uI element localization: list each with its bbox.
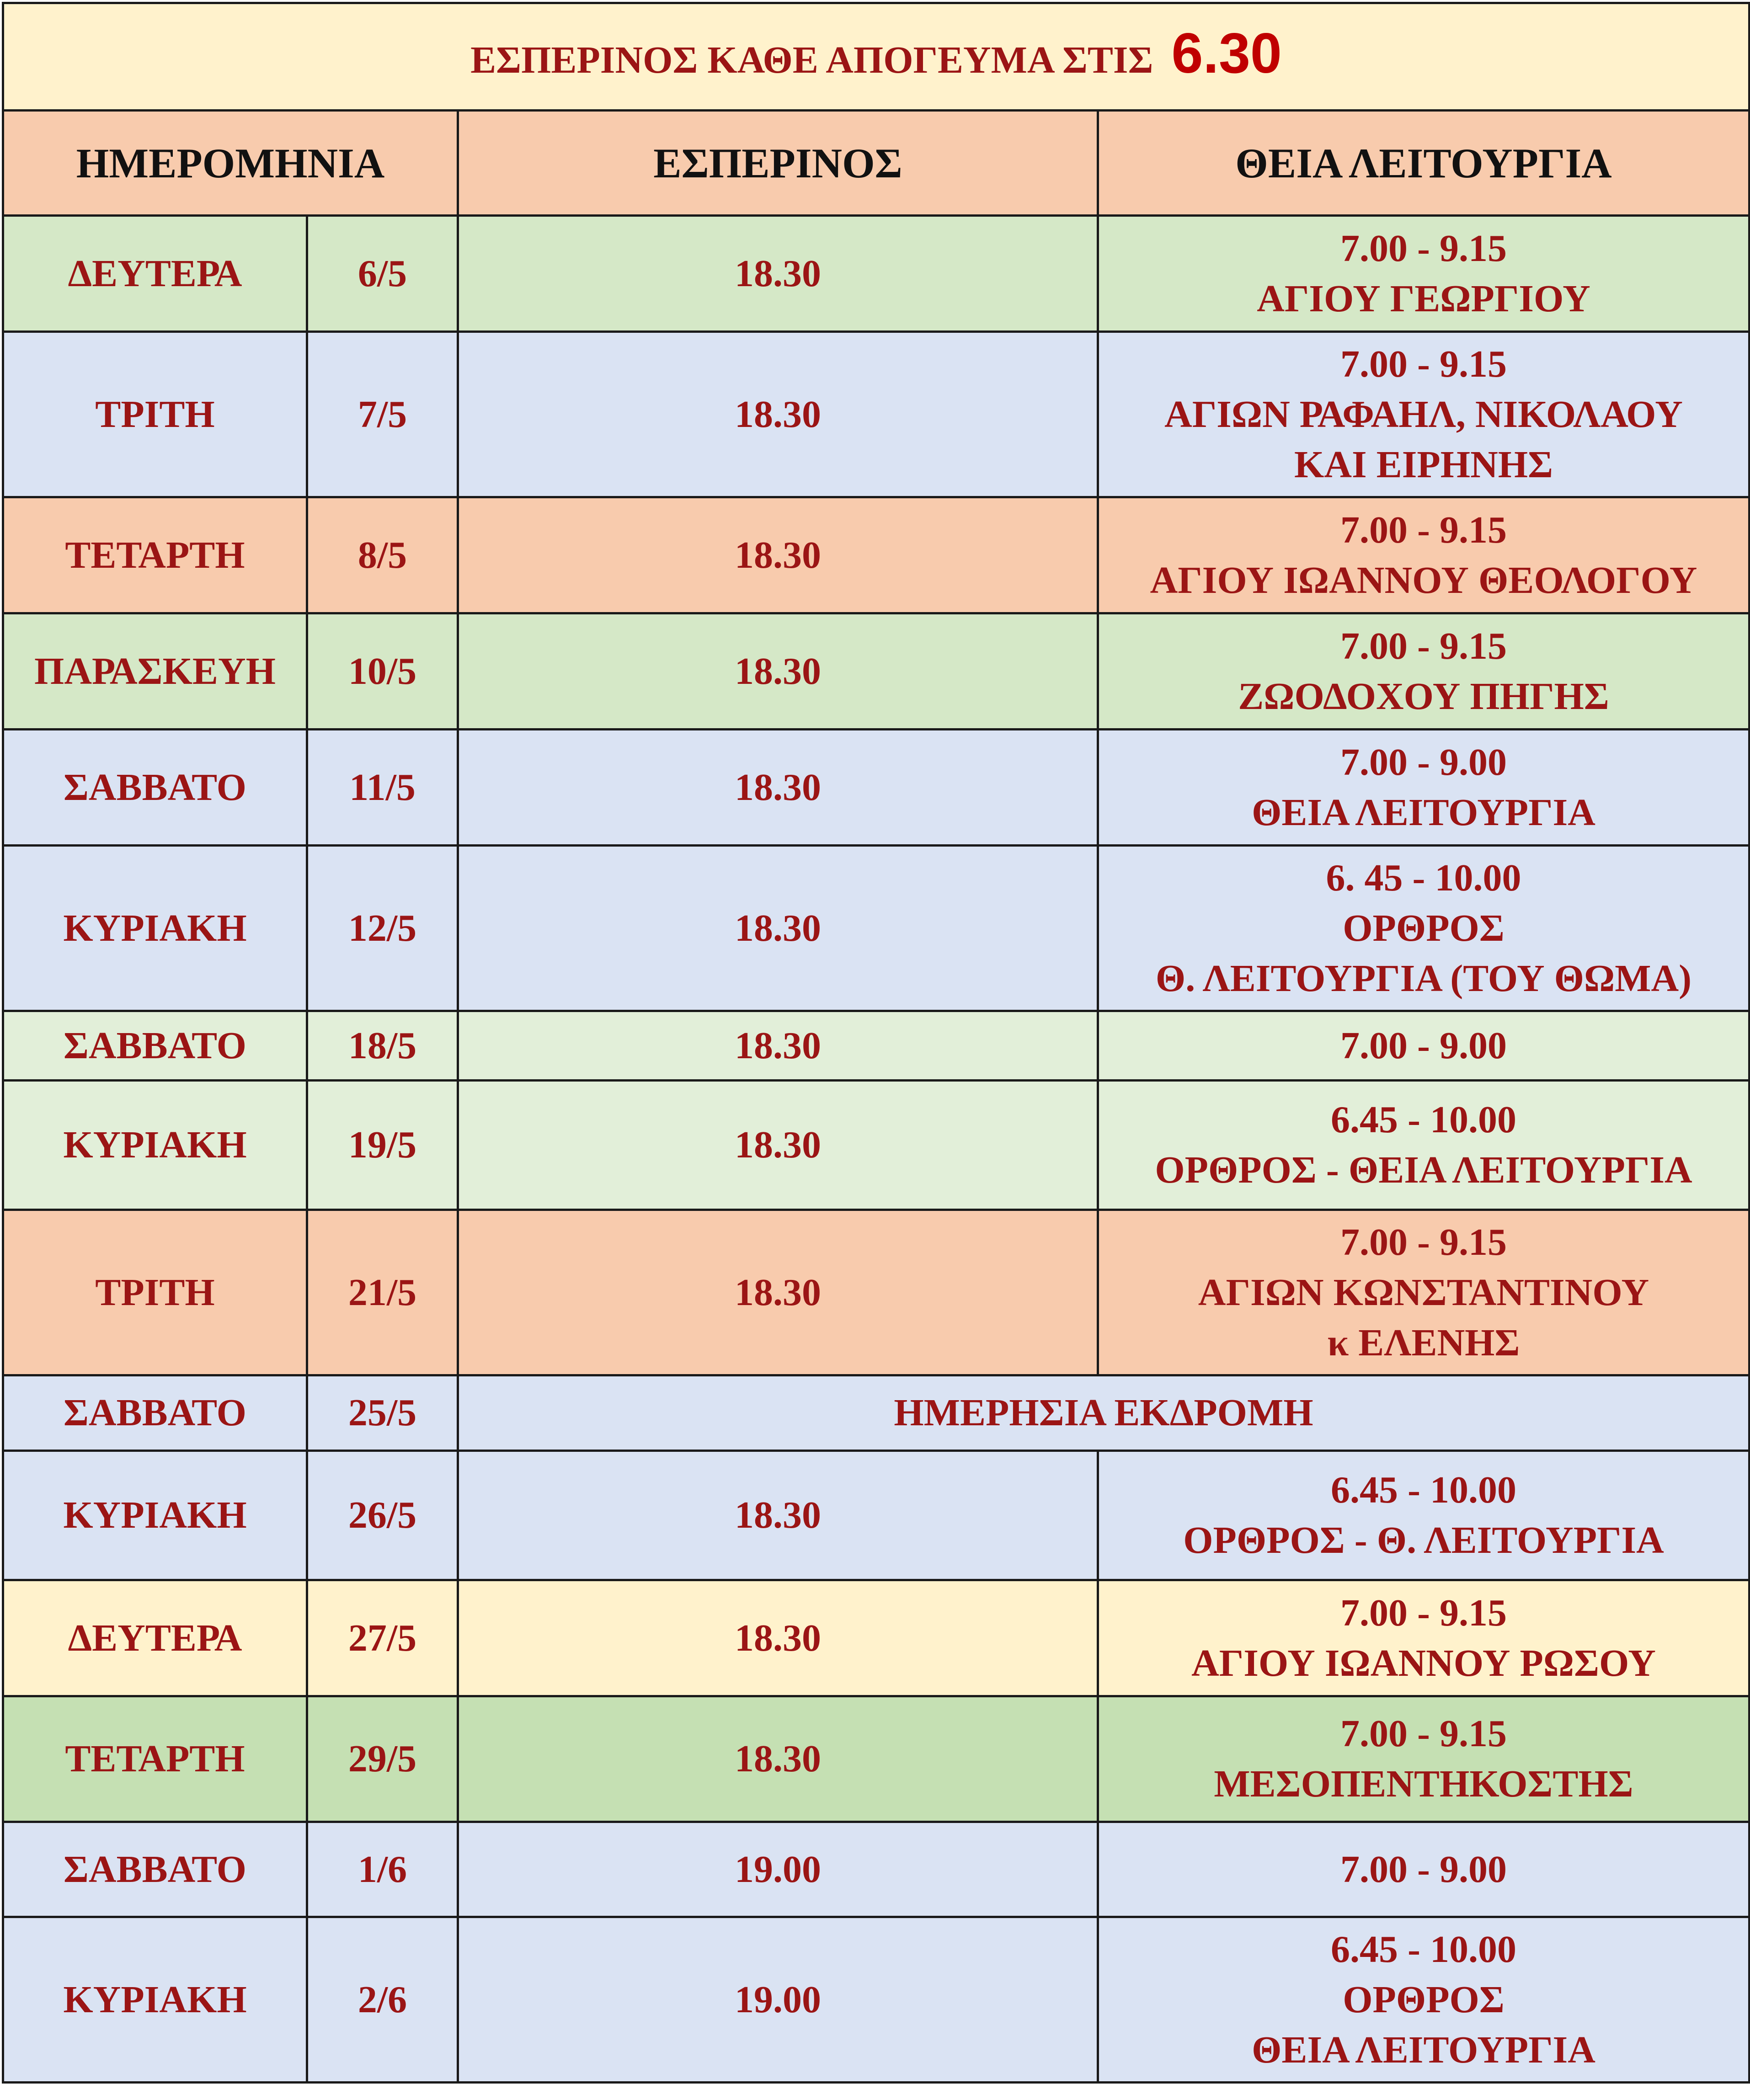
table-row xyxy=(3,730,1750,846)
liturgy-line: 7.00 - 9.00 xyxy=(1340,741,1507,784)
table-row xyxy=(3,613,1750,730)
liturgy-line: ΑΓΙΟΥ ΓΕΩΡΓΙΟΥ xyxy=(1257,277,1590,320)
vespers-cell: 18.30 xyxy=(458,1210,1098,1375)
liturgy-line: κ ΕΛΕΝΗΣ xyxy=(1327,1321,1520,1364)
day-cell: ΚΥΡΙΑΚΗ xyxy=(3,1081,307,1210)
liturgy-line: ΑΓΙΟΥ ΙΩΑΝΝΟΥ ΘΕΟΛΟΓΟΥ xyxy=(1150,559,1697,602)
vespers-cell: 18.30 xyxy=(458,846,1098,1011)
day-cell: ΣΑΒΒΑΤΟ xyxy=(3,1011,307,1081)
table-row xyxy=(3,332,1750,497)
liturgy-line: ΘΕΙΑ ΛΕΙΤΟΥΡΓΙΑ xyxy=(1252,791,1595,834)
day-cell: ΣΑΒΒΑΤΟ xyxy=(3,1822,307,1917)
liturgy-line: ΚΑΙ ΕΙΡΗΝΗΣ xyxy=(1294,443,1553,486)
date-cell: 6/5 xyxy=(307,216,458,332)
vespers-cell: 18.30 xyxy=(458,497,1098,613)
liturgy-cell xyxy=(1098,1580,1750,1696)
date-cell: 18/5 xyxy=(307,1011,458,1081)
liturgy-line: 6.45 - 10.00 xyxy=(1331,1098,1516,1141)
table-row xyxy=(3,1081,1750,1210)
day-cell: ΚΥΡΙΑΚΗ xyxy=(3,846,307,1011)
vespers-cell: 18.30 xyxy=(458,1081,1098,1210)
liturgy-line: ΑΓΙΩΝ ΚΩΝΣΤΑΝΤΙΝΟΥ xyxy=(1198,1271,1649,1314)
date-cell: 29/5 xyxy=(307,1696,458,1822)
table-row xyxy=(3,216,1750,332)
date-cell: 27/5 xyxy=(307,1580,458,1696)
liturgy-line: 7.00 - 9.00 xyxy=(1340,1848,1507,1891)
liturgy-line: 7.00 - 9.15 xyxy=(1340,1591,1507,1634)
event-cell: ΗΜΕΡΗΣΙΑ ΕΚΔΡΟΜΗ xyxy=(458,1375,1750,1451)
liturgy-line: ΑΓΙΩΝ ΡΑΦΑΗΛ, ΝΙΚΟΛΑΟΥ xyxy=(1164,393,1683,436)
date-cell: 21/5 xyxy=(307,1210,458,1375)
liturgy-cell xyxy=(1098,216,1750,332)
liturgy-cell xyxy=(1098,1696,1750,1822)
title-time: 6.30 xyxy=(1171,21,1282,85)
vespers-cell: 19.00 xyxy=(458,1822,1098,1917)
day-cell: ΔΕΥΤΕΡΑ xyxy=(3,1580,307,1696)
liturgy-cell xyxy=(1098,1822,1750,1917)
liturgy-line: ΟΡΘΡΟΣ xyxy=(1343,1978,1505,2021)
liturgy-line: ΟΡΘΡΟΣ - Θ. ΛΕΙΤΟΥΡΓΙΑ xyxy=(1183,1519,1664,1562)
vespers-cell: 18.30 xyxy=(458,332,1098,497)
date-cell: 26/5 xyxy=(307,1451,458,1580)
title-text: ΕΣΠΕΡΙΝΟΣ ΚΑΘΕ ΑΠΟΓΕΥΜΑ ΣΤΙΣ xyxy=(470,38,1153,81)
liturgy-line: ΖΩΟΔΟΧΟΥ ΠΗΓΗΣ xyxy=(1238,675,1609,718)
liturgy-line: 6. 45 - 10.00 xyxy=(1326,856,1521,899)
liturgy-cell xyxy=(1098,730,1750,846)
liturgy-line: Θ. ΛΕΙΤΟΥΡΓΙΑ (ΤΟΥ ΘΩΜΑ) xyxy=(1155,957,1692,1000)
header-row xyxy=(3,111,1750,216)
liturgy-line: ΑΓΙΟΥ ΙΩΑΝΝΟΥ ΡΩΣΟΥ xyxy=(1191,1642,1656,1684)
date-cell: 12/5 xyxy=(307,846,458,1011)
liturgy-cell xyxy=(1098,1451,1750,1580)
liturgy-line: ΜΕΣΟΠΕΝΤΗΚΟΣΤΗΣ xyxy=(1214,1763,1633,1805)
table-row xyxy=(3,1822,1750,1917)
table-row xyxy=(3,1451,1750,1580)
header-liturgy: ΘΕΙΑ ΛΕΙΤΟΥΡΓΙΑ xyxy=(1098,111,1750,216)
date-cell: 7/5 xyxy=(307,332,458,497)
day-cell: ΣΑΒΒΑΤΟ xyxy=(3,1375,307,1451)
date-cell: 10/5 xyxy=(307,613,458,730)
liturgy-cell xyxy=(1098,332,1750,497)
day-cell: ΠΑΡΑΣΚΕΥΗ xyxy=(3,613,307,730)
vespers-cell: 18.30 xyxy=(458,1580,1098,1696)
liturgy-cell xyxy=(1098,613,1750,730)
day-cell: ΣΑΒΒΑΤΟ xyxy=(3,730,307,846)
date-cell: 2/6 xyxy=(307,1917,458,2083)
table-row xyxy=(3,1580,1750,1696)
table-row xyxy=(3,1375,1750,1451)
schedule-body xyxy=(3,3,1750,2083)
day-cell: ΤΕΤΑΡΤΗ xyxy=(3,497,307,613)
vespers-cell: 18.30 xyxy=(458,1011,1098,1081)
liturgy-line: 7.00 - 9.15 xyxy=(1340,227,1507,270)
liturgy-line: 7.00 - 9.15 xyxy=(1340,624,1507,667)
day-cell: ΔΕΥΤΕΡΑ xyxy=(3,216,307,332)
liturgy-cell xyxy=(1098,1081,1750,1210)
table-row xyxy=(3,846,1750,1011)
liturgy-line: ΟΡΘΡΟΣ xyxy=(1343,906,1505,949)
liturgy-line: 7.00 - 9.15 xyxy=(1340,342,1507,385)
date-cell: 8/5 xyxy=(307,497,458,613)
vespers-cell: 18.30 xyxy=(458,1451,1098,1580)
liturgy-line: ΟΡΘΡΟΣ - ΘΕΙΑ ΛΕΙΤΟΥΡΓΙΑ xyxy=(1155,1149,1692,1191)
liturgy-line: 7.00 - 9.15 xyxy=(1340,508,1507,551)
table-row xyxy=(3,1917,1750,2083)
date-cell: 11/5 xyxy=(307,730,458,846)
table-row xyxy=(3,1210,1750,1375)
liturgy-cell xyxy=(1098,1917,1750,2083)
date-cell: 19/5 xyxy=(307,1081,458,1210)
table-row xyxy=(3,1011,1750,1081)
header-date: ΗΜΕΡΟΜΗΝΙΑ xyxy=(3,111,458,216)
day-cell: ΚΥΡΙΑΚΗ xyxy=(3,1917,307,2083)
page-title xyxy=(3,3,1750,111)
table-row xyxy=(3,1696,1750,1822)
vespers-cell: 18.30 xyxy=(458,613,1098,730)
day-cell: ΚΥΡΙΑΚΗ xyxy=(3,1451,307,1580)
table-row xyxy=(3,497,1750,613)
date-cell: 25/5 xyxy=(307,1375,458,1451)
liturgy-line: 7.00 - 9.15 xyxy=(1340,1712,1507,1755)
liturgy-line: ΘΕΙΑ ΛΕΙΤΟΥΡΓΙΑ xyxy=(1252,2028,1595,2071)
liturgy-line: 6.45 - 10.00 xyxy=(1331,1469,1516,1511)
liturgy-cell xyxy=(1098,1210,1750,1375)
vespers-cell: 18.30 xyxy=(458,1696,1098,1822)
vespers-cell: 18.30 xyxy=(458,730,1098,846)
day-cell: ΤΡΙΤΗ xyxy=(3,332,307,497)
date-cell: 1/6 xyxy=(307,1822,458,1917)
vespers-cell: 19.00 xyxy=(458,1917,1098,2083)
liturgy-cell xyxy=(1098,1011,1750,1081)
day-cell: ΤΕΤΑΡΤΗ xyxy=(3,1696,307,1822)
liturgy-cell xyxy=(1098,497,1750,613)
liturgy-line: 7.00 - 9.15 xyxy=(1340,1221,1507,1263)
title-row xyxy=(3,3,1750,111)
vespers-cell: 18.30 xyxy=(458,216,1098,332)
schedule-table xyxy=(2,2,1750,2084)
liturgy-line: 7.00 - 9.00 xyxy=(1340,1024,1507,1067)
liturgy-line: 6.45 - 10.00 xyxy=(1331,1928,1516,1971)
header-vespers: ΕΣΠΕΡΙΝΟΣ xyxy=(458,111,1098,216)
liturgy-cell xyxy=(1098,846,1750,1011)
day-cell: ΤΡΙΤΗ xyxy=(3,1210,307,1375)
